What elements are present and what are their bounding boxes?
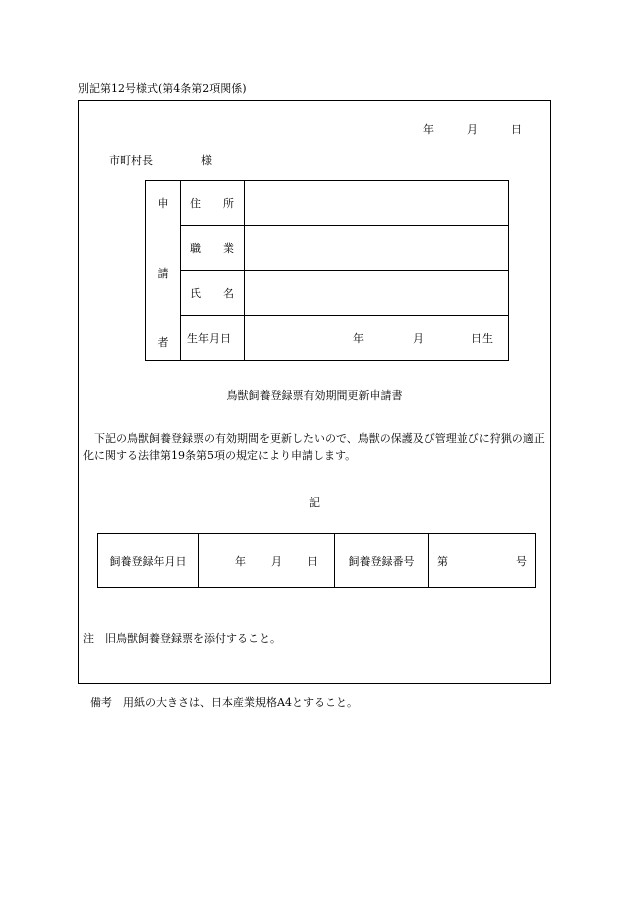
date-line bbox=[423, 121, 522, 137]
date-month: 月 bbox=[467, 123, 478, 136]
birth-month: 月 bbox=[413, 332, 424, 345]
vertical-char-1: 申 bbox=[157, 197, 169, 210]
date-year: 年 bbox=[423, 123, 434, 136]
addressee-honorific: 様 bbox=[201, 154, 212, 167]
registration-table bbox=[97, 533, 536, 588]
ki-heading: 記 bbox=[309, 496, 320, 509]
registration-date-field[interactable] bbox=[199, 534, 335, 588]
birth-year: 年 bbox=[353, 332, 364, 345]
registration-month: 月 bbox=[271, 554, 282, 568]
vertical-char-2: 請 bbox=[157, 267, 169, 280]
date-day: 日 bbox=[511, 123, 522, 136]
registration-number-suffix: 号 bbox=[516, 554, 527, 568]
applicant-table bbox=[145, 180, 509, 361]
address-field[interactable] bbox=[245, 181, 509, 226]
birthdate-field[interactable] bbox=[245, 316, 509, 361]
registration-number-label: 飼養登録番号 bbox=[335, 534, 429, 588]
body-text: 下記の鳥獣飼養登録票の有効期間を更新したいので、鳥獣の保護及び管理並びに狩猟の適正化に関する法律第19条第5項の規定により申請します。 bbox=[83, 432, 545, 462]
occupation-label: 職 業 bbox=[181, 226, 245, 271]
form-heading: 別記第12号様式(第4条第2項関係) bbox=[78, 82, 247, 95]
remark: 備考 用紙の大きさは、日本産業規格A4とすること。 bbox=[90, 696, 358, 709]
occupation-field[interactable] bbox=[245, 226, 509, 271]
registration-date-label: 飼養登録年月日 bbox=[98, 534, 199, 588]
attachment-note: 注 旧鳥獣飼養登録票を添付すること。 bbox=[83, 632, 281, 645]
registration-day: 日 bbox=[307, 554, 318, 568]
applicant-vertical-label bbox=[146, 181, 181, 361]
form-frame bbox=[78, 100, 551, 684]
vertical-char-3: 者 bbox=[157, 336, 169, 349]
document-title: 鳥獣飼養登録票有効期間更新申請書 bbox=[226, 389, 403, 402]
birthdate-label: 生年月日 bbox=[181, 316, 245, 361]
registration-number-field[interactable] bbox=[429, 534, 536, 588]
addressee bbox=[109, 152, 212, 168]
name-field[interactable] bbox=[245, 271, 509, 316]
name-label: 氏 名 bbox=[181, 271, 245, 316]
address-label: 住 所 bbox=[181, 181, 245, 226]
registration-year: 年 bbox=[235, 554, 246, 568]
addressee-name: 市町村長 bbox=[109, 154, 153, 167]
birth-day: 日生 bbox=[471, 332, 493, 345]
registration-number-prefix: 第 bbox=[437, 554, 448, 568]
